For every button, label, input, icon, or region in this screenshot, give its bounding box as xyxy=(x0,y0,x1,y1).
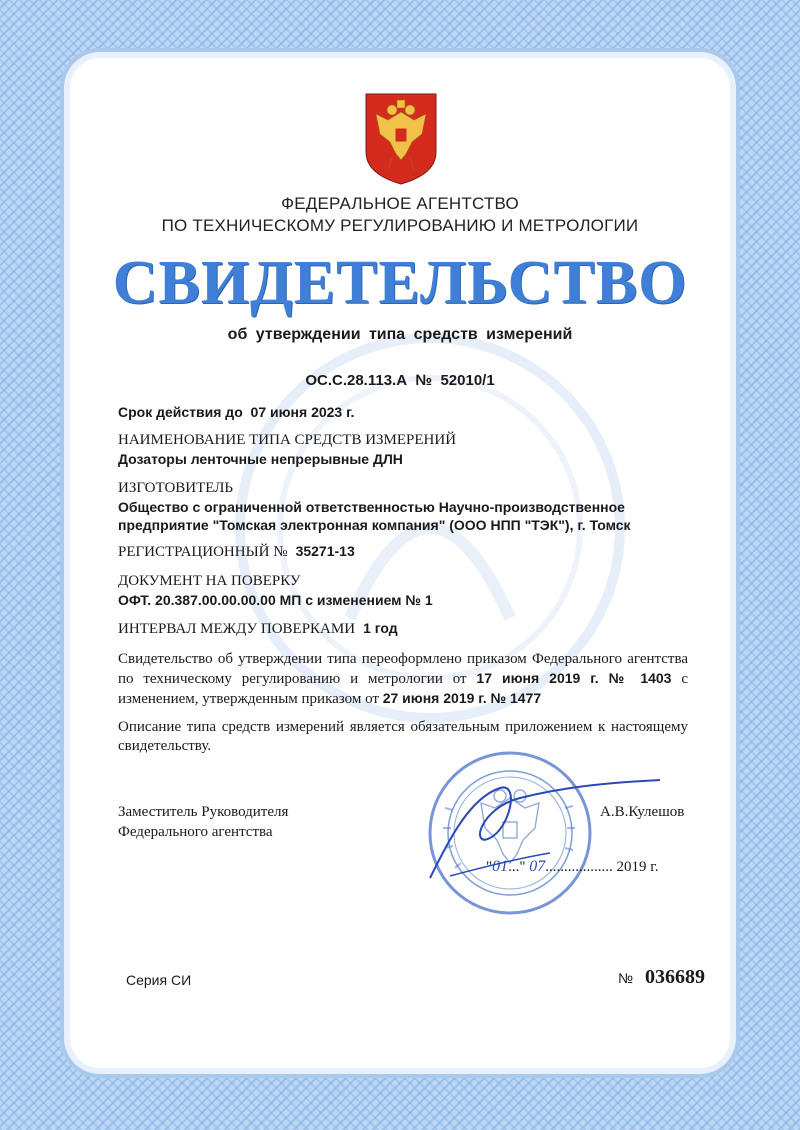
verification-doc-label: ДОКУМЕНТ НА ПОВЕРКУ xyxy=(118,573,301,589)
registration-value: 35271-13 xyxy=(295,543,355,559)
date-day: 01 xyxy=(492,858,509,875)
signatory-position-line1: Заместитель Руководителя xyxy=(118,804,289,820)
reissue-text-1: Свидетельство об утверждении типа переоформлено приказом Федерального агентства по техническому регулированию и метрологии от xyxy=(118,651,688,687)
registration-row xyxy=(118,543,355,561)
serial-number-value: 036689 xyxy=(645,966,706,988)
manufacturer-label: ИЗГОТОВИТЕЛЬ xyxy=(118,480,234,496)
certificate-number xyxy=(70,372,730,389)
interval-label: ИНТЕРВАЛ МЕЖДУ ПОВЕРКАМИ xyxy=(118,621,356,637)
date-close-quote: " xyxy=(519,859,526,875)
interval-row xyxy=(118,620,398,638)
signatory-name: А.В.Кулешов xyxy=(600,804,685,820)
signatory-position-line2: Федерального агентства xyxy=(118,824,273,840)
manufacturer-line2: предприятие "Томская электронная компания" (ООО НПП "ТЭК"), г. Томск xyxy=(118,517,631,533)
description-note: Описание типа средств измерений является обязательным приложением к настоящему свидетельству. xyxy=(118,719,688,754)
date-year: 2019 г. xyxy=(616,859,659,875)
signature-date xyxy=(486,858,658,876)
document-subtitle: об утверждении типа средств измерений xyxy=(227,326,573,343)
series-label: Серия СИ xyxy=(126,972,192,988)
reissue-paragraph xyxy=(118,650,688,709)
validity-row xyxy=(118,404,354,420)
number-sign: № xyxy=(415,372,433,389)
registration-label: РЕГИСТРАЦИОННЫЙ № xyxy=(118,544,288,560)
agency-name-line1: ФЕДЕРАЛЬНОЕ АГЕНТСТВО xyxy=(281,194,519,213)
validity-value: 07 июня 2023 г. xyxy=(250,404,355,420)
serial-number xyxy=(618,966,705,989)
reissue-order-1: 17 июня 2019 г. № 1403 xyxy=(476,670,672,686)
instrument-type-label: НАИМЕНОВАНИЕ ТИПА СРЕДСТВ ИЗМЕРЕНИЙ xyxy=(118,432,457,448)
coat-of-arms-emblem xyxy=(362,90,440,186)
date-dots-2: .................. xyxy=(545,859,613,875)
document-title: СВИДЕТЕЛЬСТВО xyxy=(112,249,688,317)
date-open-quote: " xyxy=(486,859,493,875)
validity-label: Срок действия до xyxy=(118,404,243,420)
certificate-body xyxy=(70,58,730,1068)
date-month: 07 xyxy=(529,858,546,875)
serial-number-sign: № xyxy=(618,970,634,986)
agency-name-line2: ПО ТЕХНИЧЕСКОМУ РЕГУЛИРОВАНИЮ И МЕТРОЛОГИИ xyxy=(161,216,639,235)
manufacturer-line1: Общество с ограниченной ответственностью Научно-производственное xyxy=(118,499,625,515)
interval-value: 1 год xyxy=(363,620,398,636)
verification-doc-value: ОФТ. 20.387.00.00.00.00 МП с изменением № 1 xyxy=(118,592,433,608)
certificate-code: ОС.С.28.113.А xyxy=(305,372,408,389)
date-dots-1: ... xyxy=(508,859,520,875)
instrument-type-value: Дозаторы ленточные непрерывные ДЛН xyxy=(118,451,403,467)
reissue-order-2: 27 июня 2019 г. № 1477 xyxy=(382,690,542,706)
certificate-number-value: 52010/1 xyxy=(440,372,495,389)
reissue-text-2: с изменением, утвержденным приказом от xyxy=(118,671,688,707)
